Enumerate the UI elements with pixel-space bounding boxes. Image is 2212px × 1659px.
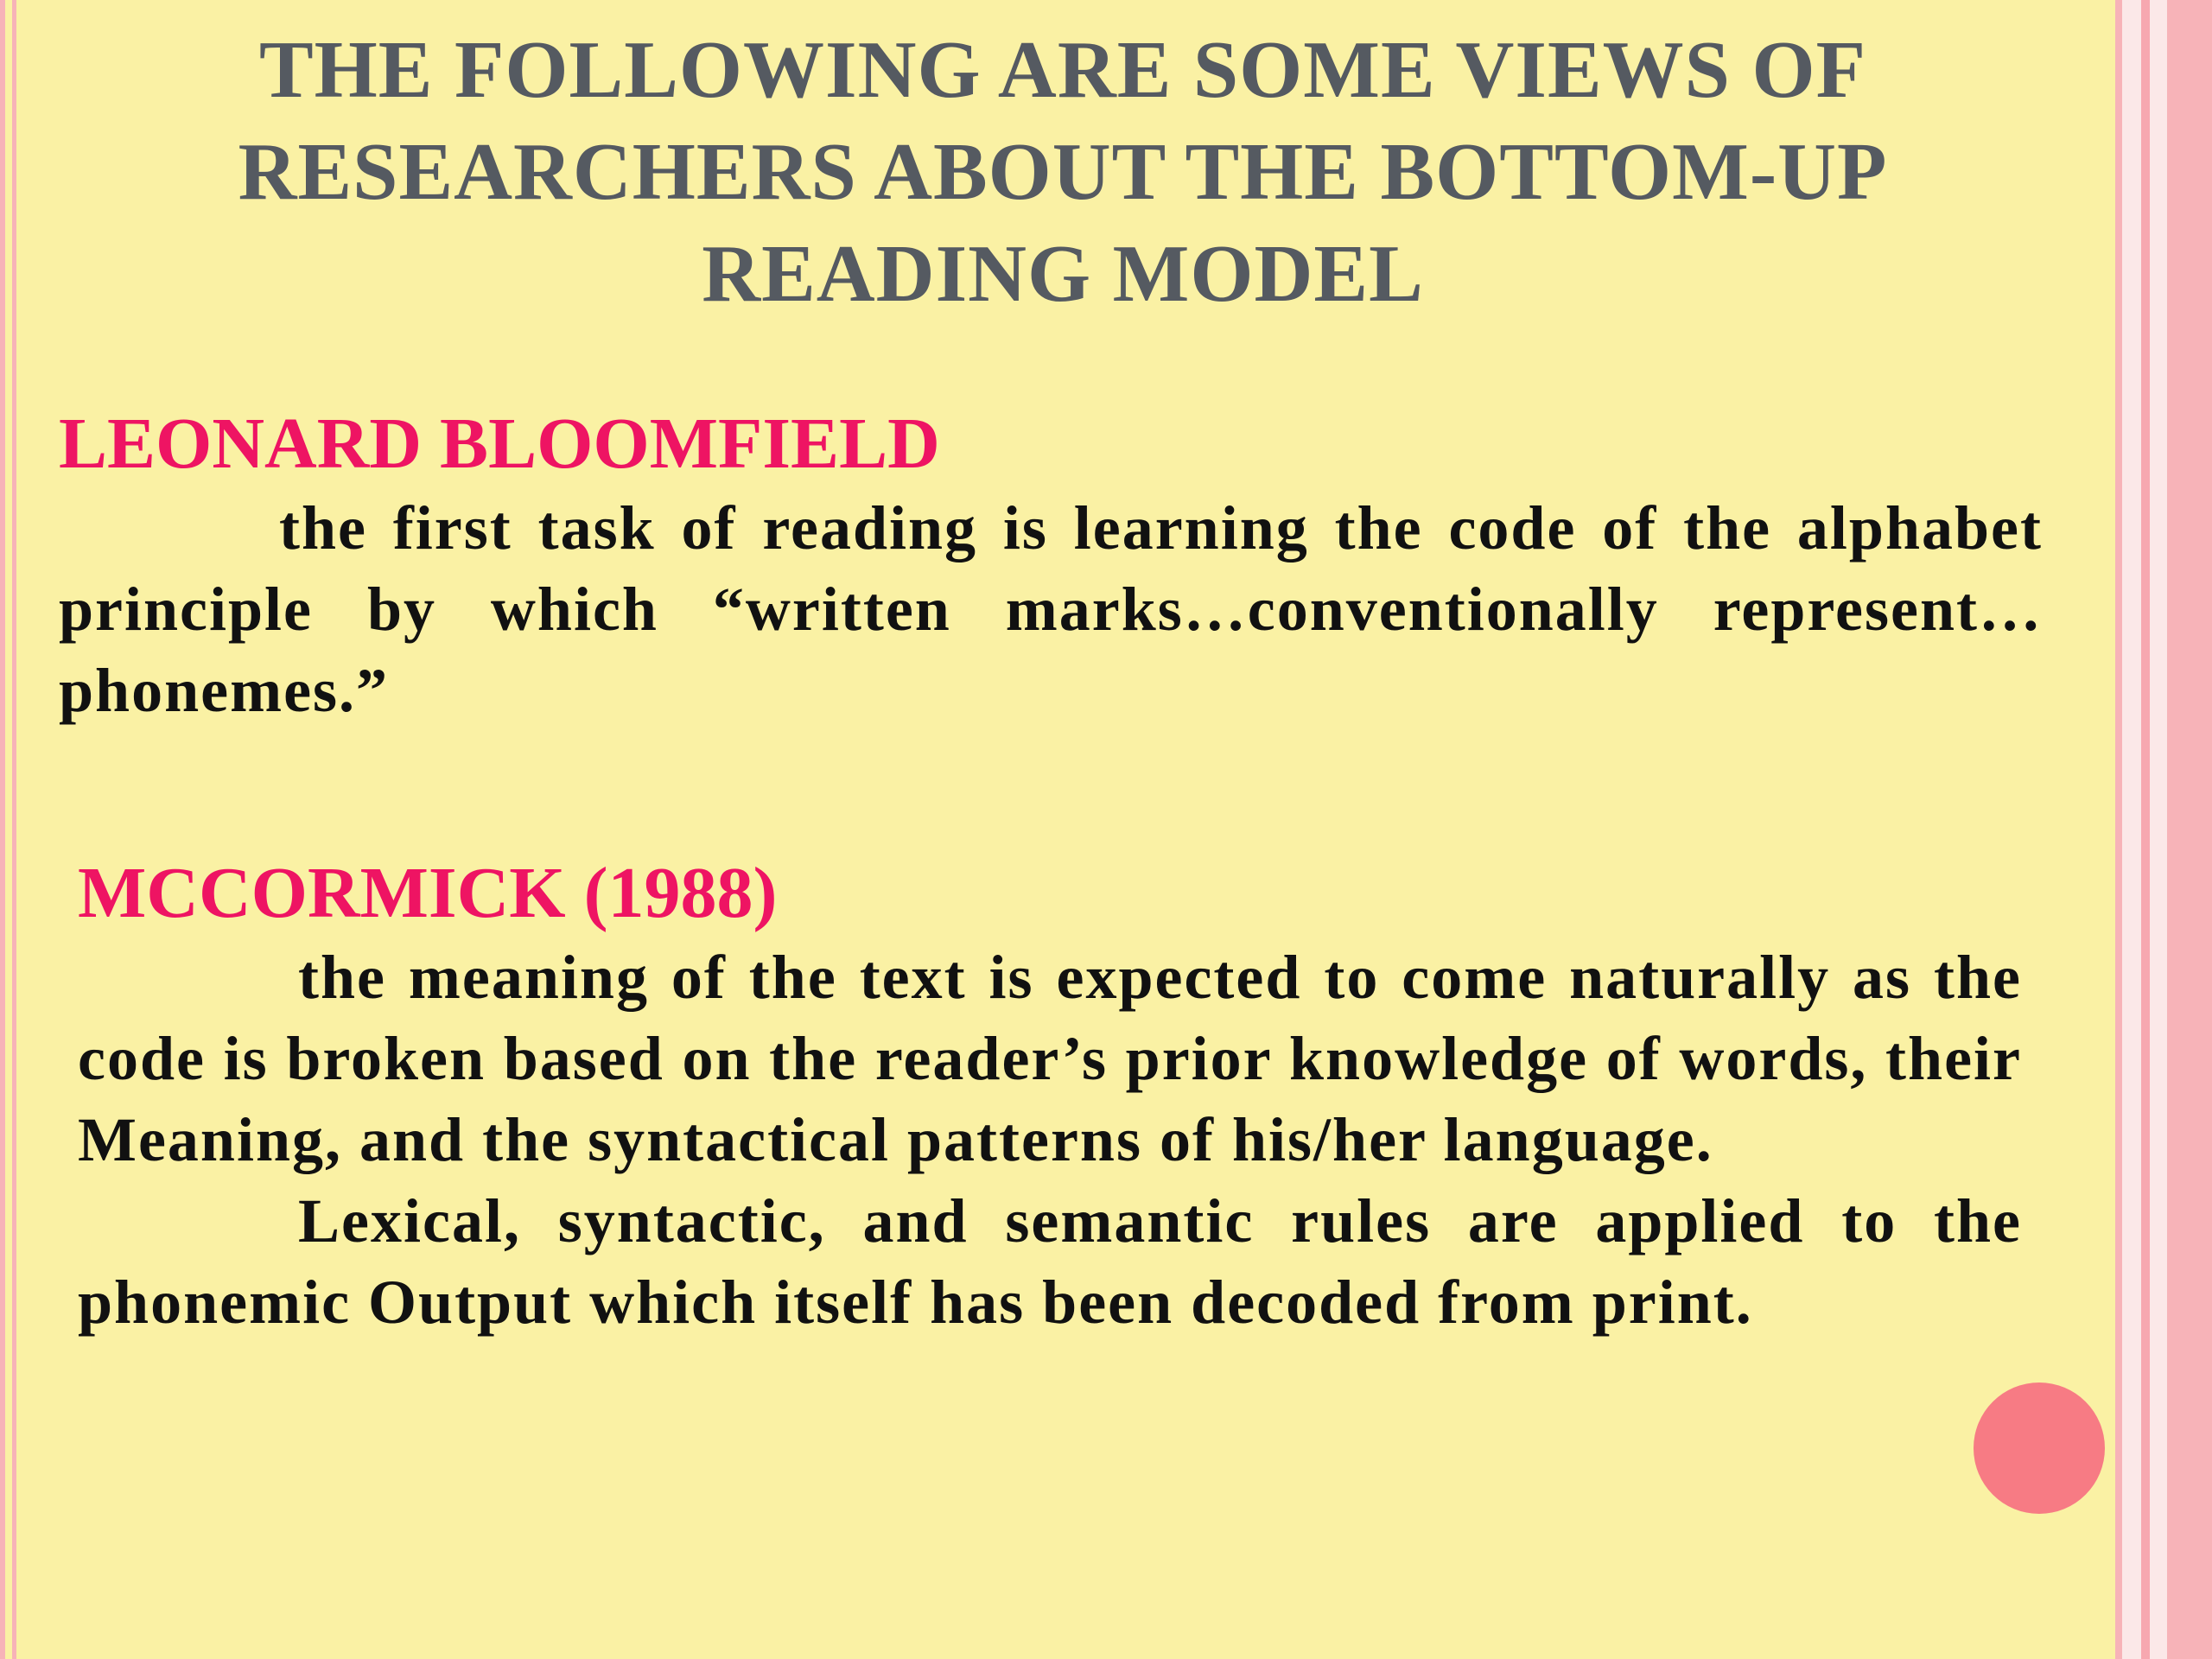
section-heading: LEONARD BLOOMFIELD xyxy=(59,404,940,484)
right-border-line xyxy=(2141,0,2150,1659)
slide-title: THE FOLLOWING ARE SOME VIEWS OF RESEARCHERS ABOUT THE BOTTOM-UP READING MODEL xyxy=(238,25,1888,319)
decorative-dot xyxy=(1974,1382,2105,1514)
left-border-outer xyxy=(0,0,5,1659)
left-border-inner xyxy=(12,0,16,1659)
section-bloomfield xyxy=(59,401,2043,731)
right-border-line xyxy=(2167,0,2212,1659)
section-paragraph: the first task of reading is learning the code of the alphabet principle by which “written marks…conventionally represent… phonemes.” xyxy=(59,493,2043,725)
section-heading: MCCORMICK (1988) xyxy=(78,853,778,933)
section-mccormick xyxy=(78,850,2022,1343)
right-border-line xyxy=(2115,0,2122,1659)
section-paragraph: the meaning of the text is expected to come naturally as the code is broken based on the reader’s prior knowledge of words, their Meaning, and the syntactical patterns of his/her language. xyxy=(78,943,2022,1174)
section-paragraph: Lexical, syntactic, and semantic rules are applied to the phonemic Output which itself has been decoded from print. xyxy=(78,1186,2022,1337)
